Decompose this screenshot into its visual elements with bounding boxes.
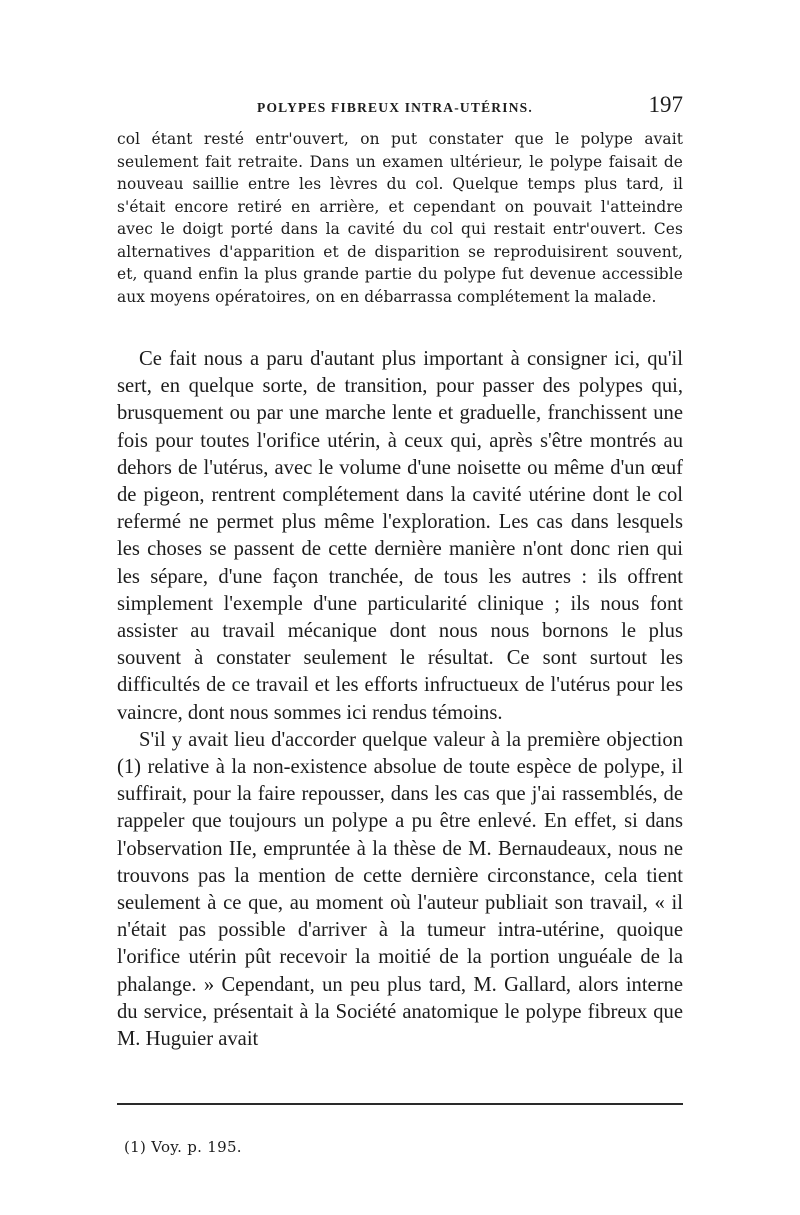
- footnote-rule: [117, 1103, 683, 1105]
- main-text: [117, 346, 683, 1053]
- page-number: 197: [648, 92, 683, 117]
- top-paragraph-text: col étant resté entr'ouvert, on put constater que le polype avait seulement fait retraite. Dans un examen ultérieur, le polype faisait de nouveau saillie entre les lèvres du col. Quelque temps plus tard, il s'était encore retiré en arrière, et cependant on pouvait l'atteindre avec le doigt porté dans la cavité du col qui restait entr'ouvert. Ces alternatives d'apparition et de disparition se reproduisirent souvent, et, quand enfin la plus grande partie du polype fut devenue accessible aux moyens opératoires, on en débarrassa complétement la malade.: [117, 130, 683, 306]
- paragraph-2: S'il y avait lieu d'accorder quelque valeur à la première objection (1) relative à la non-existence absolue de toute espèce de polype, il suffirait, pour la faire repousser, dans les cas que j'ai rassemblés, de rappeler que toujours un polype a pu être enlevé. En effet, si dans l'observation IIe, empruntée à la thèse de M. Bernaudeaux, nous ne trouvons pas la mention de cette dernière circonstance, cela tient seulement à ce que, au moment où l'auteur publiait son travail, « il n'était pas possible d'arriver à la tumeur intra-utérine, quoique l'orifice utérin pût recevoir la moitié de la portion unguéale de la phalange. » Cependant, un peu plus tard, M. Gallard, alors interne du service, présentait à la Société anatomique le polype fibreux que M. Huguier avait: [117, 728, 683, 1051]
- running-head: [117, 92, 683, 120]
- running-title: POLYPES FIBREUX INTRA-UTÉRINS.: [257, 100, 533, 115]
- footnote: (1) Voy. p. 195.: [124, 1138, 242, 1156]
- continued-paragraph: [117, 128, 683, 308]
- paragraph-1: Ce fait nous a paru d'autant plus important à consigner ici, qu'il sert, en quelque sorte, de transition, pour passer des polypes qui, brusquement ou par une marche lente et graduelle, franchissent une fois pour toutes l'orifice utérin, à ceux qui, après s'être montrés au dehors de l'utérus, avec le volume d'une noisette ou même d'un œuf de pigeon, rentrent complétement dans la cavité utérine dont le col refermé ne permet plus même l'exploration. Les cas dans lesquels les choses se passent de cette dernière manière n'ont donc rien qui les sépare, d'une façon tranchée, de tous les autres : ils offrent simplement l'exemple d'une particularité clinique ; ils nous font assister au travail mécanique dont nous nous bornons le plus souvent à constater seulement le résultat. Ce sont surtout les difficultés de ce travail et les efforts infructueux de l'utérus pour les vaincre, dont nous sommes ici rendus témoins.: [117, 348, 683, 724]
